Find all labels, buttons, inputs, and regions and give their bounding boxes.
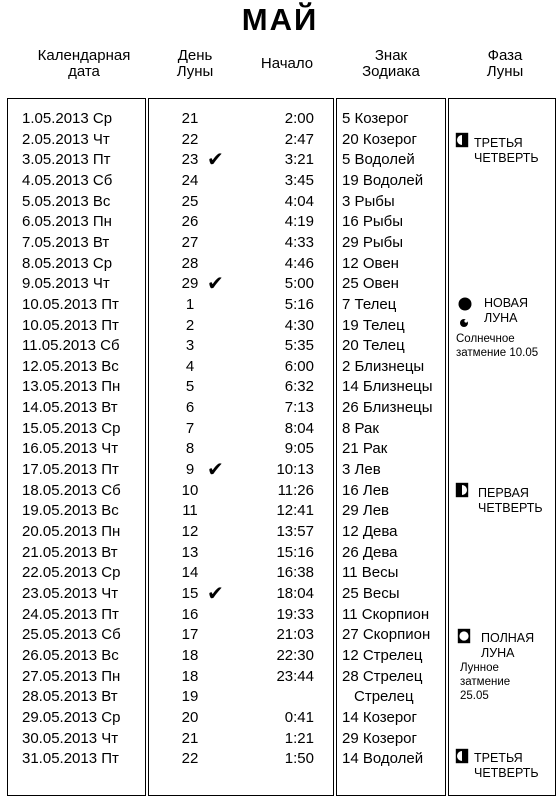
cell-zodiac: 3 Лев xyxy=(342,461,381,479)
cell-start: 12:41 xyxy=(276,502,314,520)
cell-lunar-day: 19 xyxy=(181,688,199,706)
phase-label-line: ЧЕТВЕРТЬ xyxy=(474,766,539,780)
cell-zodiac: 11 Скорпион xyxy=(342,605,430,623)
header-phase xyxy=(450,48,560,80)
cell-date: 21.05.2013 Вт xyxy=(22,543,118,561)
checkmark-icon: ✔ xyxy=(207,459,224,482)
cell-start: 4:19 xyxy=(284,213,314,231)
header-phase-line-1: Фаза xyxy=(487,47,523,64)
cell-lunar-day: 16 xyxy=(181,605,199,623)
cell-start: 15:16 xyxy=(276,543,314,561)
third-quarter-moon-icon xyxy=(455,132,469,153)
cell-lunar-day: 21 xyxy=(181,110,199,127)
cell-lunar-day: 1 xyxy=(185,295,195,313)
cell-lunar-day: 7 xyxy=(185,419,195,437)
cell-zodiac: 12 Дева xyxy=(342,523,398,540)
cell-date: 10.05.2013 Пт xyxy=(22,316,119,334)
cell-date: 29.05.2013 Ср xyxy=(22,708,121,726)
phase-label-line: НОВАЯ xyxy=(484,296,529,310)
cell-date: 22.05.2013 Ср xyxy=(22,564,121,582)
cell-date: 5.05.2013 Вс xyxy=(22,192,111,210)
cell-date: 23.05.2013 Чт xyxy=(22,584,119,602)
cell-date: 31.05.2013 Пт xyxy=(22,750,119,768)
phase-label-line: ТРЕТЬЯ xyxy=(474,751,523,765)
cell-start: 4:46 xyxy=(284,254,314,272)
cell-lunar-day: 17 xyxy=(181,626,199,644)
cell-zodiac: 26 Дева xyxy=(342,543,398,561)
cell-start: 4:04 xyxy=(284,192,314,210)
cell-lunar-day: 11 xyxy=(182,502,198,520)
cell-start: 2:00 xyxy=(284,110,314,127)
cell-date: 4.05.2013 Сб xyxy=(22,171,113,189)
cell-date: 17.05.2013 Пт xyxy=(22,461,119,479)
cell-lunar-day: 5 xyxy=(185,378,195,396)
cell-lunar-day: 18 xyxy=(181,646,199,664)
cell-start: 0:41 xyxy=(284,708,314,726)
cell-start: 9:05 xyxy=(284,440,314,458)
cell-date: 28.05.2013 Вт xyxy=(22,688,118,706)
third-quarter-moon-icon xyxy=(455,748,469,769)
eclipse-note xyxy=(460,661,510,703)
cell-zodiac: 20 Козерог xyxy=(342,130,417,148)
cell-lunar-day: 24 xyxy=(181,171,199,189)
cell-lunar-day: 2 xyxy=(185,316,195,334)
header-lunar-day xyxy=(150,48,240,80)
cell-lunar-day: 23 xyxy=(181,151,199,169)
header-lunar-day-line-2: Луны xyxy=(176,63,214,80)
cell-zodiac: 8 Рак xyxy=(342,419,379,437)
cell-lunar-day: 29 xyxy=(181,275,199,293)
full-moon-icon xyxy=(457,628,471,649)
cell-date: 10.05.2013 Пт xyxy=(22,295,119,313)
cell-start: 19:33 xyxy=(276,605,314,623)
cell-date: 30.05.2013 Чт xyxy=(22,729,119,747)
checkmark-icon: ✔ xyxy=(207,149,224,172)
cell-lunar-day: 9 xyxy=(185,461,195,479)
cell-lunar-day: 10 xyxy=(181,481,199,499)
cell-lunar-day: 27 xyxy=(181,233,199,251)
cell-date: 13.05.2013 Пн xyxy=(22,378,121,396)
cell-start: 13:57 xyxy=(276,523,314,540)
cell-start: 3:21 xyxy=(284,151,314,169)
first-quarter-moon-icon xyxy=(455,482,469,503)
cell-zodiac: 14 Козерог xyxy=(342,708,417,726)
cell-lunar-day: 22 xyxy=(181,750,199,768)
cell-zodiac: 26 Близнецы xyxy=(342,399,433,417)
cell-lunar-day: 15 xyxy=(181,584,199,602)
cell-lunar-day: 18 xyxy=(181,667,199,685)
cell-start: 16:38 xyxy=(276,564,314,582)
cell-date: 16.05.2013 Чт xyxy=(22,440,119,458)
cell-zodiac: 2 Близнецы xyxy=(342,357,425,375)
eclipse-note-line: затмение xyxy=(460,676,511,688)
cell-start: 22:30 xyxy=(276,646,314,664)
header-start xyxy=(240,56,334,72)
cell-date: 27.05.2013 Пн xyxy=(22,667,121,685)
cell-date: 11.05.2013 Сб xyxy=(22,337,120,355)
phase-label-line: ЧЕТВЕРТЬ xyxy=(478,501,543,515)
cell-zodiac: 25 Овен xyxy=(342,275,399,293)
phase-label-line: ЧЕТВЕРТЬ xyxy=(474,151,539,165)
cell-zodiac: 5 Козерог xyxy=(342,110,409,127)
phase-label-line: ЛУНА xyxy=(484,311,518,325)
header-zodiac xyxy=(336,48,446,80)
cell-lunar-day: 6 xyxy=(185,399,195,417)
eclipse-note-line: Лунное xyxy=(460,662,499,674)
cell-zodiac: 25 Весы xyxy=(342,584,400,602)
cell-lunar-day: 22 xyxy=(181,130,199,148)
eclipse-note-line: 25.05 xyxy=(460,690,489,702)
cell-start: 2:47 xyxy=(284,130,314,148)
cell-start xyxy=(250,687,314,707)
phase-label xyxy=(481,631,534,661)
header-date-line-2: дата xyxy=(68,63,100,80)
cell-zodiac: 29 Козерог xyxy=(342,729,417,747)
phase-label-line: ТРЕТЬЯ xyxy=(474,136,523,150)
cell-zodiac: 29 Лев xyxy=(342,502,390,520)
cell-zodiac: 12 Овен xyxy=(342,254,399,272)
cell-lunar-day: 4 xyxy=(185,357,195,375)
cell-zodiac: Стрелец xyxy=(354,688,414,706)
eclipse-note-line: затмение 10.05 xyxy=(456,347,539,359)
phase-label xyxy=(474,751,539,781)
cell-start: 11:26 xyxy=(277,481,314,499)
cell-start: 1:50 xyxy=(284,750,314,768)
cell-start: 5:00 xyxy=(284,275,314,293)
phase-label xyxy=(484,296,528,326)
cell-start: 21:03 xyxy=(276,626,314,644)
cell-lunar-day: 20 xyxy=(181,708,199,726)
cell-zodiac: 19 Водолей xyxy=(342,171,424,189)
cell-zodiac: 19 Телец xyxy=(342,316,405,334)
cell-date: 7.05.2013 Вт xyxy=(22,233,110,251)
cell-zodiac: 16 Рыбы xyxy=(342,213,404,231)
cell-start: 7:13 xyxy=(284,399,314,417)
phase-label xyxy=(474,136,539,166)
cell-start: 23:44 xyxy=(276,667,314,685)
cell-start: 5:16 xyxy=(284,295,314,313)
header-zodiac-line-1: Знак xyxy=(374,47,408,64)
cell-zodiac: 5 Водолей xyxy=(342,151,415,169)
cell-date: 24.05.2013 Пт xyxy=(22,605,119,623)
cell-date: 12.05.2013 Вс xyxy=(22,357,119,375)
cell-zodiac: 12 Стрелец xyxy=(342,646,423,664)
phase-label-line: ПОЛНАЯ xyxy=(481,631,535,645)
phase-label-line: ЛУНА xyxy=(481,646,515,660)
cell-date: 14.05.2013 Вт xyxy=(22,399,118,417)
header-zodiac-line-2: Зодиака xyxy=(362,63,420,80)
checkmark-icon: ✔ xyxy=(207,582,224,605)
cell-start: 1:21 xyxy=(284,729,314,747)
cell-start: 4:30 xyxy=(284,316,314,334)
cell-lunar-day: 26 xyxy=(181,213,199,231)
cell-date: 20.05.2013 Пн xyxy=(22,523,121,540)
header-lunar-day-line-1: День xyxy=(177,47,213,64)
cell-date: 1.05.2013 Ср xyxy=(22,110,113,127)
cell-zodiac: 29 Рыбы xyxy=(342,233,404,251)
cell-date: 15.05.2013 Ср xyxy=(22,419,121,437)
cell-date: 25.05.2013 Сб xyxy=(22,626,121,644)
cell-start: 10:13 xyxy=(276,461,314,479)
cell-zodiac: 14 Водолей xyxy=(342,750,424,768)
eclipse-note xyxy=(456,332,538,360)
eclipse-note-line: Солнечное xyxy=(456,333,515,345)
cell-date: 19.05.2013 Вс xyxy=(22,502,119,520)
cell-zodiac: 3 Рыбы xyxy=(342,192,395,210)
page-title: МАЙ xyxy=(241,2,319,37)
cell-zodiac: 20 Телец xyxy=(342,337,405,355)
phase-label-line: ПЕРВАЯ xyxy=(478,486,529,500)
cell-lunar-day: 3 xyxy=(185,337,195,355)
cell-lunar-day: 25 xyxy=(181,192,199,210)
cell-start: 5:35 xyxy=(284,337,314,355)
cell-start: 18:04 xyxy=(276,584,314,602)
cell-lunar-day: 21 xyxy=(181,729,199,747)
cell-date: 2.05.2013 Чт xyxy=(22,130,110,148)
cell-start: 3:45 xyxy=(284,171,314,189)
cell-zodiac: 16 Лев xyxy=(342,481,390,499)
cell-date: 6.05.2013 Пн xyxy=(22,213,112,231)
cell-start: 4:33 xyxy=(284,233,314,251)
cell-zodiac: 11 Весы xyxy=(342,564,399,582)
cell-date: 8.05.2013 Ср xyxy=(22,254,113,272)
cell-lunar-day: 13 xyxy=(181,543,199,561)
phase-label xyxy=(478,486,543,516)
cell-zodiac: 7 Телец xyxy=(342,295,397,313)
cell-lunar-day: 8 xyxy=(185,440,195,458)
checkmark-icon: ✔ xyxy=(207,273,224,296)
cell-start: 8:04 xyxy=(284,419,314,437)
cell-start: 6:32 xyxy=(284,378,314,396)
cell-zodiac: 28 Стрелец xyxy=(342,667,423,685)
cell-lunar-day: 28 xyxy=(181,254,199,272)
cell-zodiac: 14 Близнецы xyxy=(342,378,433,396)
cell-date: 26.05.2013 Вс xyxy=(22,646,119,664)
cell-date: 3.05.2013 Пт xyxy=(22,151,111,169)
header-phase-line-2: Луны xyxy=(486,63,524,80)
cell-zodiac: 21 Рак xyxy=(342,440,388,458)
header-start-line-1: Начало xyxy=(260,55,314,72)
cell-date: 9.05.2013 Чт xyxy=(22,275,110,293)
header-date-line-1: Календарная xyxy=(37,47,131,64)
cell-start: 6:00 xyxy=(284,357,314,375)
cell-date: 18.05.2013 Сб xyxy=(22,481,121,499)
cell-lunar-day: 12 xyxy=(181,523,199,540)
header-date xyxy=(14,48,154,80)
cell-lunar-day: 14 xyxy=(181,564,199,582)
cell-zodiac: 27 Скорпион xyxy=(342,626,431,644)
